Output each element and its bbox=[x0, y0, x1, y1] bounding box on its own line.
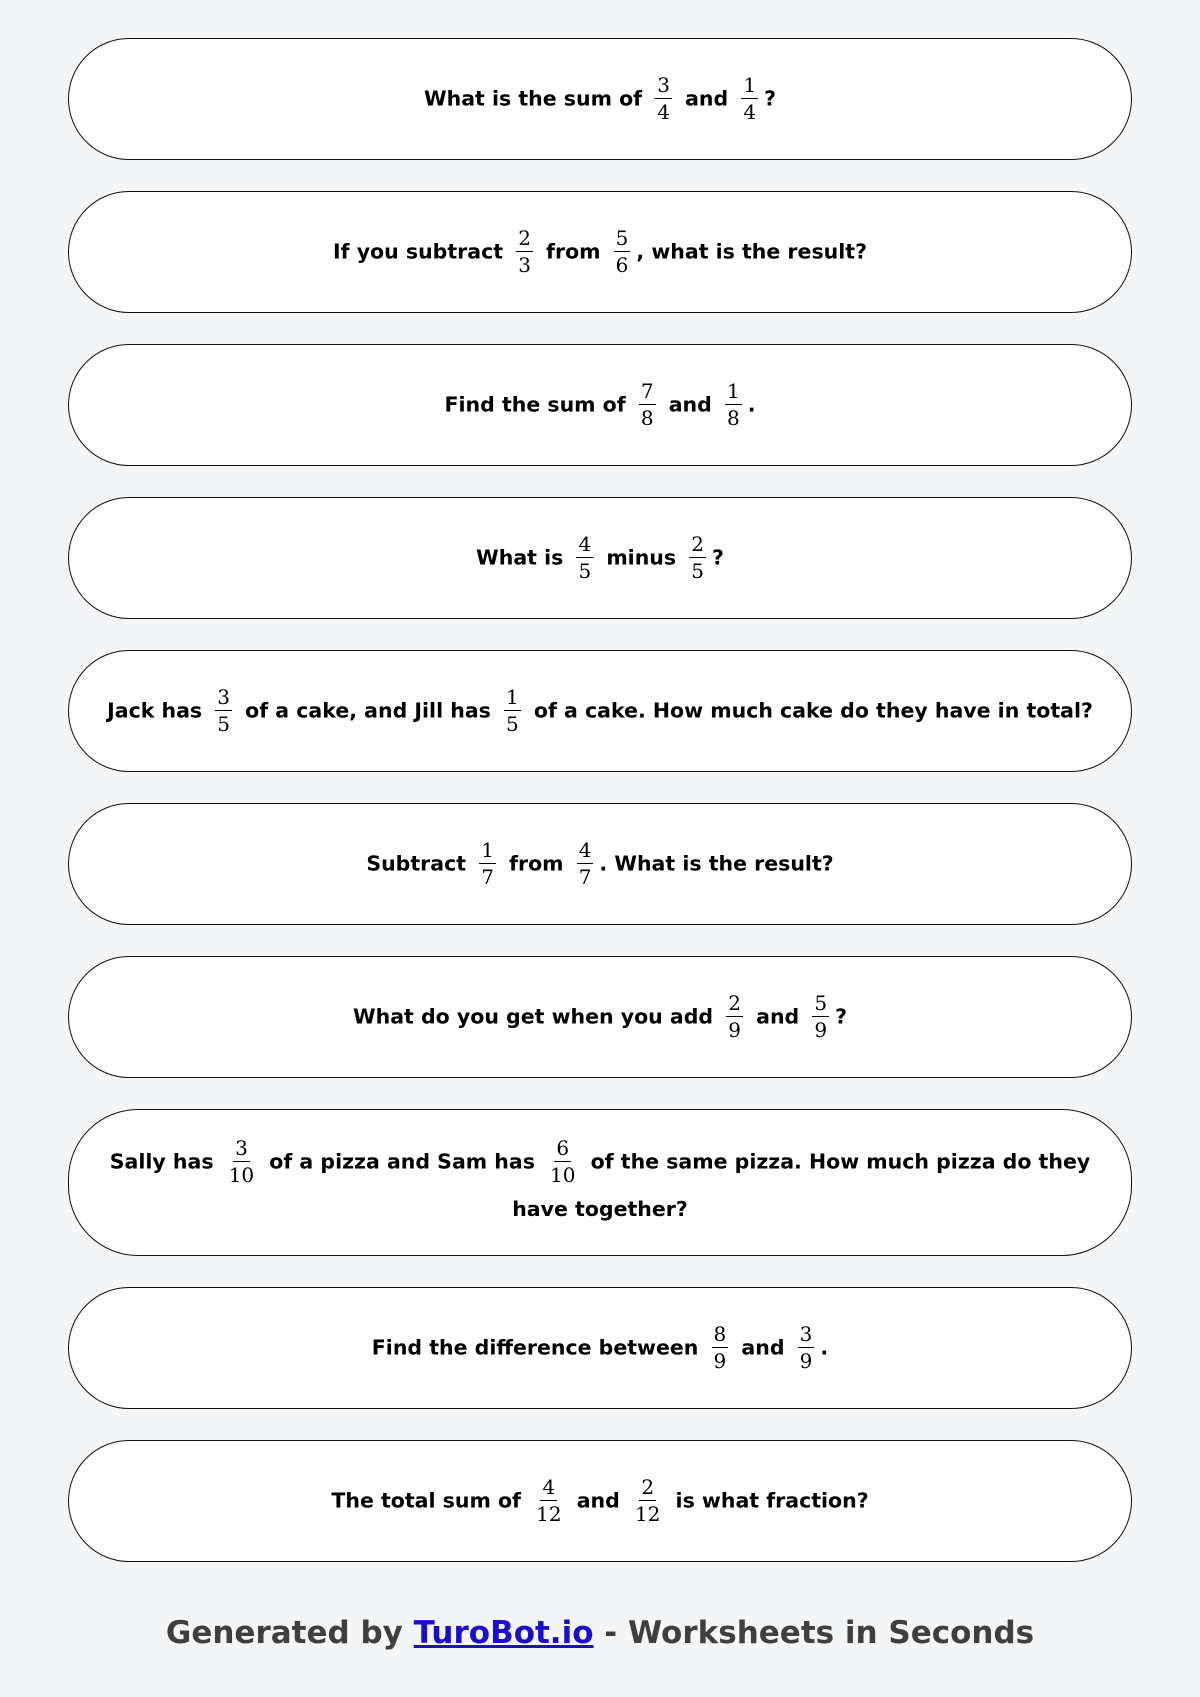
fraction-numerator: 5 bbox=[814, 990, 828, 1015]
question-card bbox=[68, 803, 1132, 925]
question-card bbox=[68, 1440, 1132, 1562]
question-list bbox=[68, 38, 1132, 1593]
question-text-segment: from bbox=[538, 239, 608, 263]
question-text-segment: The total sum of bbox=[331, 1488, 529, 1512]
fraction bbox=[812, 990, 829, 1043]
fraction-numerator: 1 bbox=[481, 837, 494, 862]
question-card bbox=[68, 497, 1132, 619]
fraction-numerator: 1 bbox=[506, 684, 519, 709]
question-text-segment: and bbox=[677, 86, 736, 110]
fraction-numerator: 8 bbox=[713, 1321, 727, 1346]
question-text-segment: Jack has bbox=[107, 698, 210, 722]
fraction bbox=[633, 1474, 662, 1527]
question-card bbox=[68, 191, 1132, 313]
question-text-segment: minus bbox=[599, 545, 684, 569]
question-text-segment: and bbox=[661, 392, 719, 416]
fraction bbox=[576, 531, 593, 584]
fraction bbox=[639, 378, 656, 431]
question-text-segment: . bbox=[820, 1335, 829, 1359]
question-text-segment: Find the sum of bbox=[444, 392, 633, 416]
question-text-segment: ? bbox=[835, 1004, 847, 1028]
fraction bbox=[215, 684, 232, 737]
question-card bbox=[68, 956, 1132, 1078]
fraction-denominator: 3 bbox=[518, 252, 531, 277]
question-text-segment: Find the difference between bbox=[371, 1335, 706, 1359]
fraction-denominator: 12 bbox=[536, 1501, 562, 1526]
question-card bbox=[68, 344, 1132, 466]
question-text-segment: ? bbox=[711, 545, 724, 569]
fraction-numerator: 1 bbox=[726, 378, 740, 403]
fraction-numerator: 2 bbox=[691, 531, 704, 556]
question-text-segment: and bbox=[734, 1335, 792, 1359]
question-text bbox=[333, 226, 867, 279]
question-text bbox=[366, 838, 833, 891]
fraction-denominator: 9 bbox=[814, 1017, 828, 1042]
question-text bbox=[331, 1475, 868, 1528]
fraction bbox=[227, 1135, 256, 1188]
fraction-numerator: 2 bbox=[518, 225, 531, 250]
question-card bbox=[68, 1109, 1132, 1256]
fraction bbox=[479, 837, 496, 890]
fraction-denominator: 5 bbox=[506, 711, 519, 736]
fraction-denominator: 7 bbox=[481, 864, 494, 889]
question-text-segment: of a cake. How much cake do they have in total? bbox=[526, 698, 1093, 722]
fraction-numerator: 1 bbox=[743, 72, 757, 97]
fraction bbox=[614, 225, 631, 278]
fraction-numerator: 3 bbox=[217, 684, 231, 709]
question-text-segment: Sally has bbox=[109, 1149, 221, 1173]
fraction-denominator: 5 bbox=[578, 558, 592, 583]
fraction-numerator: 3 bbox=[799, 1321, 813, 1346]
question-text bbox=[107, 685, 1093, 738]
question-text bbox=[424, 73, 776, 126]
fraction-numerator: 4 bbox=[542, 1474, 556, 1499]
fraction-numerator: 5 bbox=[615, 225, 629, 250]
fraction-denominator: 5 bbox=[217, 711, 231, 736]
fraction-denominator: 9 bbox=[799, 1348, 813, 1373]
fraction-denominator: 12 bbox=[634, 1501, 661, 1526]
fraction-numerator: 6 bbox=[556, 1135, 570, 1160]
footer bbox=[0, 1615, 1200, 1651]
question-text-segment: Subtract bbox=[366, 851, 474, 875]
question-text-segment: What do you get when you add bbox=[353, 1004, 721, 1028]
fraction bbox=[726, 990, 743, 1043]
fraction bbox=[504, 684, 521, 737]
question-text-segment: and bbox=[748, 1004, 807, 1028]
footer-suffix: - Worksheets in Seconds bbox=[593, 1615, 1035, 1651]
fraction-denominator: 9 bbox=[728, 1017, 741, 1042]
question-text-segment: . What is the result? bbox=[599, 851, 834, 875]
question-card bbox=[68, 650, 1132, 772]
question-text bbox=[445, 379, 756, 432]
question-text-segment: If you subtract bbox=[333, 239, 511, 263]
question-text-segment: and bbox=[569, 1488, 627, 1512]
question-text bbox=[476, 532, 724, 585]
question-text-segment: What is the sum of bbox=[424, 86, 650, 110]
fraction bbox=[741, 72, 758, 125]
fraction-denominator: 4 bbox=[657, 99, 670, 124]
fraction-denominator: 8 bbox=[726, 405, 740, 430]
fraction-denominator: 6 bbox=[615, 252, 629, 277]
turobot-link[interactable]: TuroBot.io bbox=[413, 1615, 594, 1651]
fraction-denominator: 9 bbox=[713, 1348, 727, 1373]
question-text bbox=[97, 1136, 1103, 1230]
fraction-numerator: 3 bbox=[657, 72, 670, 97]
question-text-segment: from bbox=[501, 851, 571, 875]
fraction-numerator: 7 bbox=[640, 378, 654, 403]
fraction bbox=[548, 1135, 577, 1188]
question-card bbox=[68, 1287, 1132, 1409]
fraction-numerator: 4 bbox=[578, 531, 592, 556]
fraction bbox=[577, 837, 594, 890]
fraction-denominator: 4 bbox=[743, 99, 757, 124]
question-text bbox=[353, 991, 847, 1044]
fraction-numerator: 2 bbox=[728, 990, 741, 1015]
question-text-segment: ? bbox=[764, 86, 776, 110]
fraction-numerator: 4 bbox=[578, 837, 592, 862]
fraction-denominator: 10 bbox=[228, 1162, 255, 1187]
fraction bbox=[798, 1321, 815, 1374]
fraction-denominator: 7 bbox=[578, 864, 592, 889]
fraction bbox=[655, 72, 672, 125]
fraction-denominator: 5 bbox=[691, 558, 704, 583]
question-text-segment: is what fraction? bbox=[668, 1488, 869, 1512]
fraction-denominator: 10 bbox=[550, 1162, 576, 1187]
footer-prefix: Generated by bbox=[165, 1615, 414, 1651]
fraction bbox=[516, 225, 533, 278]
question-text-segment: What is bbox=[476, 545, 571, 569]
question-text-segment: of the same pizza. How much pizza do they have together? bbox=[512, 1149, 1091, 1221]
question-text-segment: of a cake, and Jill has bbox=[238, 698, 499, 722]
fraction-numerator: 3 bbox=[235, 1135, 248, 1160]
fraction-denominator: 8 bbox=[640, 405, 654, 430]
question-text-segment: of a pizza and Sam has bbox=[262, 1149, 543, 1173]
question-text-segment: . bbox=[747, 392, 756, 416]
fraction bbox=[712, 1321, 729, 1374]
question-text bbox=[372, 1322, 828, 1375]
fraction bbox=[689, 531, 706, 584]
fraction bbox=[534, 1474, 563, 1527]
fraction bbox=[725, 378, 742, 431]
fraction-numerator: 2 bbox=[641, 1474, 655, 1499]
question-card bbox=[68, 38, 1132, 160]
question-text-segment: , what is the result? bbox=[636, 239, 867, 263]
